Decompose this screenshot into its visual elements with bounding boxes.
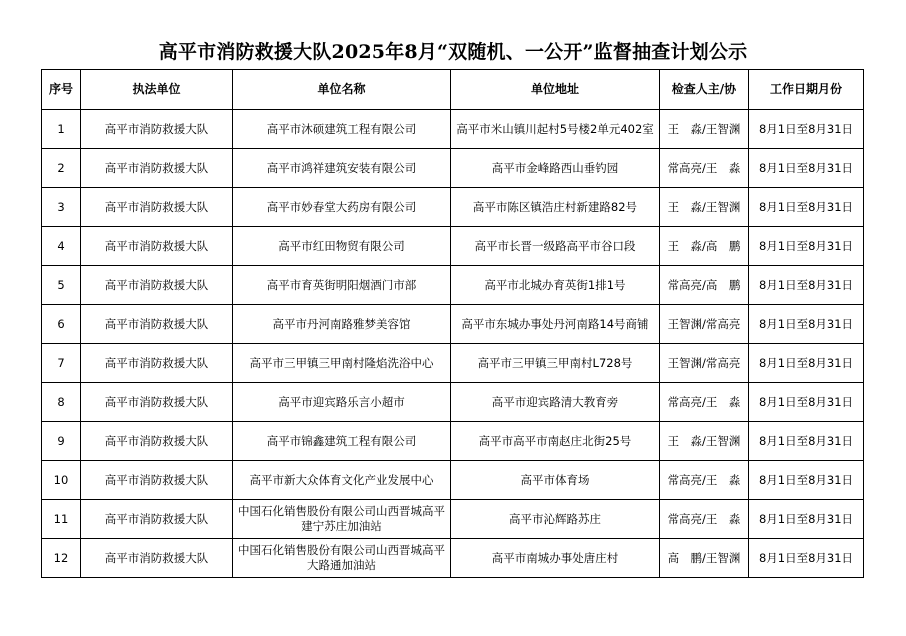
cell-unit-address: 高平市米山镇川起村5号楼2单元402室 — [451, 110, 660, 149]
table-row — [42, 149, 864, 188]
cell-inspectors: 王 淼/王智渊 — [660, 110, 749, 149]
cell-work-period: 8月1日至8月31日 — [749, 227, 864, 266]
cell-unit-address: 高平市长晋一级路高平市谷口段 — [451, 227, 660, 266]
cell-unit-address: 高平市迎宾路清大教育旁 — [451, 383, 660, 422]
table-row — [42, 110, 864, 149]
cell-enforcement-unit: 高平市消防救援大队 — [81, 149, 233, 188]
cell-seq: 11 — [42, 500, 81, 539]
cell-unit-address: 高平市三甲镇三甲南村L728号 — [451, 344, 660, 383]
cell-unit-name: 高平市丹河南路雅梦美容馆 — [233, 305, 451, 344]
cell-work-period: 8月1日至8月31日 — [749, 539, 864, 578]
cell-seq: 8 — [42, 383, 81, 422]
cell-unit-address: 高平市金峰路西山垂钓园 — [451, 149, 660, 188]
cell-unit-address: 高平市沁辉路苏庄 — [451, 500, 660, 539]
cell-seq: 12 — [42, 539, 81, 578]
cell-seq: 9 — [42, 422, 81, 461]
header-unit-address: 单位地址 — [451, 70, 660, 110]
cell-work-period: 8月1日至8月31日 — [749, 110, 864, 149]
cell-seq: 1 — [42, 110, 81, 149]
cell-work-period: 8月1日至8月31日 — [749, 149, 864, 188]
cell-unit-address: 高平市高平市南赵庄北街25号 — [451, 422, 660, 461]
cell-enforcement-unit: 高平市消防救援大队 — [81, 383, 233, 422]
cell-unit-address: 高平市东城办事处丹河南路14号商铺 — [451, 305, 660, 344]
table-row — [42, 344, 864, 383]
cell-seq: 4 — [42, 227, 81, 266]
cell-unit-address: 高平市体育场 — [451, 461, 660, 500]
cell-unit-name: 高平市沐硕建筑工程有限公司 — [233, 110, 451, 149]
cell-seq: 10 — [42, 461, 81, 500]
cell-seq: 5 — [42, 266, 81, 305]
cell-unit-name: 高平市三甲镇三甲南村隆焰洗浴中心 — [233, 344, 451, 383]
cell-enforcement-unit: 高平市消防救援大队 — [81, 461, 233, 500]
cell-work-period: 8月1日至8月31日 — [749, 500, 864, 539]
table-row — [42, 422, 864, 461]
cell-enforcement-unit: 高平市消防救援大队 — [81, 305, 233, 344]
cell-enforcement-unit: 高平市消防救援大队 — [81, 500, 233, 539]
cell-work-period: 8月1日至8月31日 — [749, 344, 864, 383]
cell-unit-name: 高平市育英街明阳烟酒门市部 — [233, 266, 451, 305]
cell-unit-name: 高平市鸿祥建筑安装有限公司 — [233, 149, 451, 188]
cell-unit-name: 中国石化销售股份有限公司山西晋城高平大路通加油站 — [233, 539, 451, 578]
cell-enforcement-unit: 高平市消防救援大队 — [81, 344, 233, 383]
cell-seq: 3 — [42, 188, 81, 227]
cell-unit-name: 高平市妙春堂大药房有限公司 — [233, 188, 451, 227]
cell-inspectors: 王 淼/王智渊 — [660, 188, 749, 227]
cell-seq: 6 — [42, 305, 81, 344]
cell-inspectors: 常高亮/王 淼 — [660, 461, 749, 500]
header-unit-name: 单位名称 — [233, 70, 451, 110]
cell-work-period: 8月1日至8月31日 — [749, 383, 864, 422]
cell-inspectors: 王 淼/王智渊 — [660, 422, 749, 461]
cell-inspectors: 常高亮/王 淼 — [660, 383, 749, 422]
table-row — [42, 500, 864, 539]
table-header-row — [42, 70, 864, 110]
table-row — [42, 266, 864, 305]
table-row — [42, 461, 864, 500]
cell-enforcement-unit: 高平市消防救援大队 — [81, 227, 233, 266]
header-inspectors: 检查人主/协 — [660, 70, 749, 110]
cell-work-period: 8月1日至8月31日 — [749, 266, 864, 305]
cell-unit-address: 高平市南城办事处唐庄村 — [451, 539, 660, 578]
page-title: 高平市消防救援大队2025年8月“双随机、一公开”监督抽查计划公示 — [158, 41, 748, 63]
cell-unit-address: 高平市北城办育英街1排1号 — [451, 266, 660, 305]
cell-unit-address: 高平市陈区镇浩庄村新建路82号 — [451, 188, 660, 227]
cell-enforcement-unit: 高平市消防救援大队 — [81, 266, 233, 305]
cell-inspectors: 王 淼/高 鹏 — [660, 227, 749, 266]
cell-enforcement-unit: 高平市消防救援大队 — [81, 539, 233, 578]
cell-seq: 2 — [42, 149, 81, 188]
cell-unit-name: 高平市新大众体育文化产业发展中心 — [233, 461, 451, 500]
header-work-period: 工作日期月份 — [749, 70, 864, 110]
header-seq: 序号 — [42, 70, 81, 110]
header-enforcement-unit: 执法单位 — [81, 70, 233, 110]
cell-inspectors: 常高亮/高 鹏 — [660, 266, 749, 305]
cell-enforcement-unit: 高平市消防救援大队 — [81, 422, 233, 461]
cell-enforcement-unit: 高平市消防救援大队 — [81, 110, 233, 149]
cell-unit-name: 高平市红田物贸有限公司 — [233, 227, 451, 266]
cell-inspectors: 常高亮/王 淼 — [660, 500, 749, 539]
table-row — [42, 539, 864, 578]
cell-enforcement-unit: 高平市消防救援大队 — [81, 188, 233, 227]
cell-inspectors: 王智渊/常高亮 — [660, 305, 749, 344]
inspection-plan-table — [41, 69, 864, 578]
table-row — [42, 188, 864, 227]
table-row — [42, 227, 864, 266]
cell-work-period: 8月1日至8月31日 — [749, 461, 864, 500]
cell-unit-name: 高平市锦鑫建筑工程有限公司 — [233, 422, 451, 461]
table-row — [42, 383, 864, 422]
table-row — [42, 305, 864, 344]
cell-unit-name: 中国石化销售股份有限公司山西晋城高平建宁苏庄加油站 — [233, 500, 451, 539]
cell-work-period: 8月1日至8月31日 — [749, 305, 864, 344]
cell-inspectors: 高 鹏/王智渊 — [660, 539, 749, 578]
cell-inspectors: 常高亮/王 淼 — [660, 149, 749, 188]
cell-work-period: 8月1日至8月31日 — [749, 422, 864, 461]
cell-inspectors: 王智渊/常高亮 — [660, 344, 749, 383]
cell-seq: 7 — [42, 344, 81, 383]
cell-work-period: 8月1日至8月31日 — [749, 188, 864, 227]
cell-unit-name: 高平市迎宾路乐言小超市 — [233, 383, 451, 422]
